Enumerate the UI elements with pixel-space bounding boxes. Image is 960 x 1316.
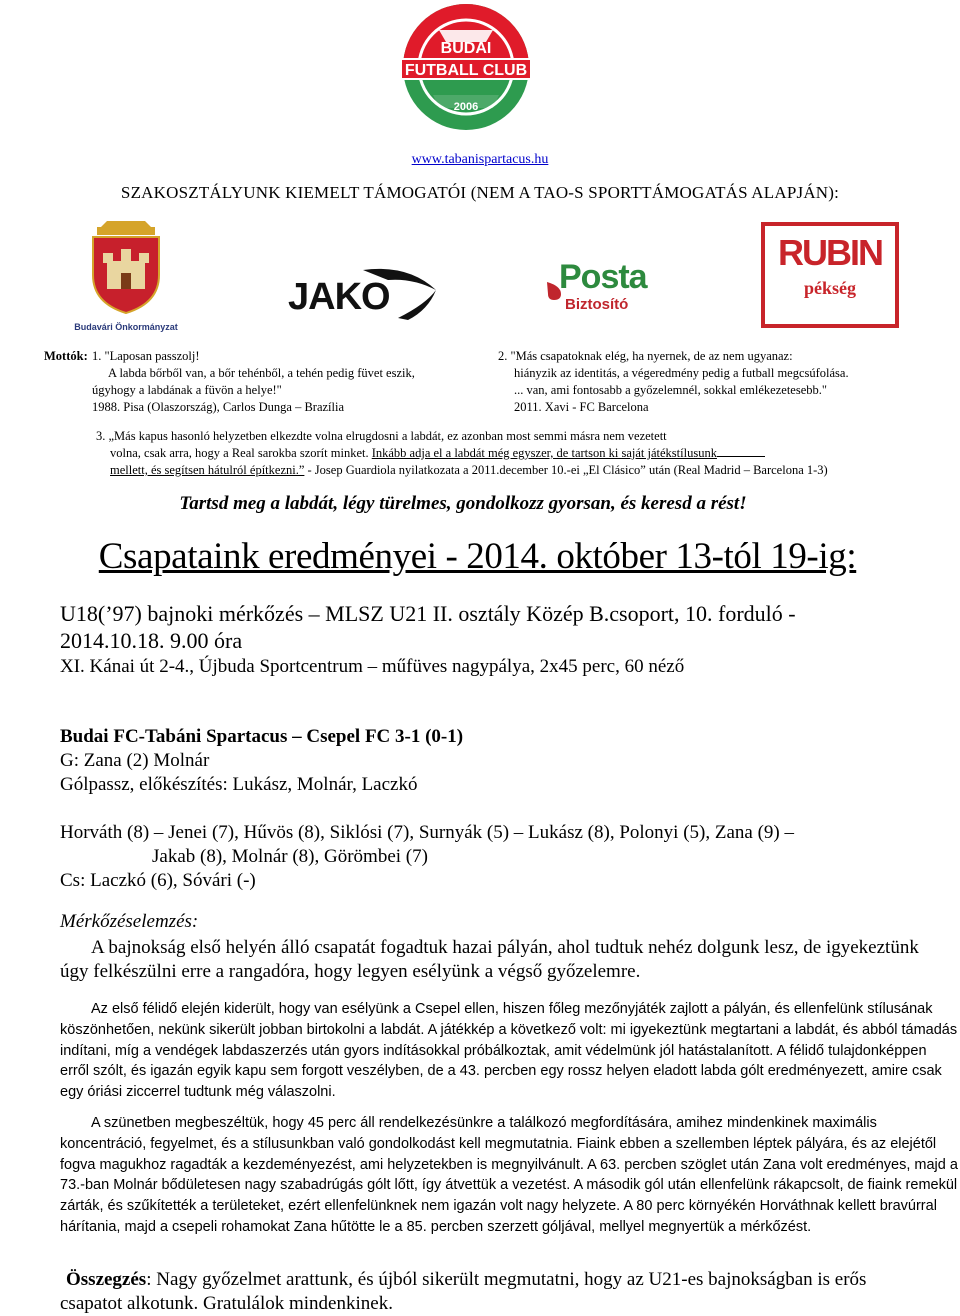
p1-line: erről szólt, és igazán egyik kapu sem forgott veszélyben, de a 43. percben egy rossz helyen eladott labda gólt eredményezett, amire csak [60, 1063, 942, 1080]
motto-2-line-1: 2. "Más csapatoknak elég, ha nyernek, de az nem ugyanaz: [498, 349, 793, 363]
p2-line: hárítania, majd a csepeli rohamokat Zana hűtötte le a 85. percben szerzett góljával, mellyel megnyertük a mérkőzést. [60, 1218, 812, 1235]
p1-line: indítani, míg a vendégek labdaszerzés után gyors indításokkal próbálkoztak, amit védelmünk jól hatástalanított. A félidő tulajdonképpen [60, 1042, 927, 1059]
match-info-line-3: XI. Kánai út 2-4., Újbuda Sportcentrum – műfüves nagypálya, 2x45 perc, 60 néző [60, 656, 685, 677]
substitutes: Cs: Laczkó (6), Sóvári (-) [60, 870, 256, 891]
motto-3-line-3a: mellett, és segítsen hátulról építkezni.” [110, 463, 305, 477]
assists: Gólpassz, előkészítés: Lukász, Molnár, Laczkó [60, 774, 418, 795]
motto-2-line-3: ... van, ami fontosabb a győzelemnél, sokkal emlékezetesebb." [514, 383, 827, 397]
goal-scorers: G: Zana (2) Molnár [60, 750, 210, 771]
p2-line: 73.-ban Molnár bődületesen nagy szabadrúgás gólt lőtt, így átvettük a vezetést. A második gól után ellenfelünk rákapcsolt, de fiaink remekül [60, 1177, 958, 1194]
analysis-heading: Mérkőzéselemzés: [60, 911, 199, 932]
analysis-paragraph-2 [60, 1113, 960, 1238]
analysis-intro-line-1: A bajnokság első helyén álló csapatát fogadtuk hazai pályán, ahol tudtuk nehéz dolgunk lesz, de igyekeztünk [91, 937, 919, 958]
jako-swoosh-icon [358, 260, 438, 320]
sponsor-rubin [761, 222, 899, 328]
motto-1-line-4: 1988. Pisa (Olaszország), Carlos Dunga – Brazília [92, 400, 345, 414]
sponsor-posta [545, 258, 653, 316]
match-result: Budai FC-Tabáni Spartacus – Csepel FC 3-1 (0-1) [60, 726, 464, 747]
lineup-line-2: Jakab (8), Molnár (8), Görömbei (7) [152, 846, 428, 867]
lineup-line-1: Horváth (8) – Jenei (7), Hűvös (8), Siklósi (7), Surnyák (5) – Lukász (8), Polonyi (5), Zana (9) – [60, 822, 794, 843]
summary-line-1: : Nagy győzelmet arattunk, és újból sikerült megmutatni, hogy az U21-es bajnokságban is erős [146, 1269, 867, 1290]
p1-line: egy óriási ziccerrel tudtunk még válaszolni. [60, 1084, 336, 1101]
underline-gap [717, 445, 765, 457]
mottos-label: Mottók: [44, 349, 88, 363]
motto-1-line-3: úgyhogy a labdának a füvön a helye!" [92, 383, 282, 397]
posta-word: Posta [559, 258, 647, 296]
jako-wordmark: JAKO [288, 276, 390, 318]
rubin-word: RUBIN [778, 232, 882, 273]
motto-3-line-3b: - Josep Guardiola nyilatkozata a 2011.december 10.-ei „El Clásico” után (Real Madrid – Barcelona 1-3) [304, 463, 828, 477]
logo-top-text: BUDAI [440, 40, 492, 57]
motto-3-line-2b: Inkább adja el a labdát még egyszer, de tartson ki saját játékstílusunk [371, 446, 717, 460]
p2-line: fogva magukhoz ragadták a kezdeményezést, ami helyzetekben is megnyilvánult. A 63. percben szöglet után Zana volt eredményes, majd a [60, 1156, 958, 1173]
budavar-caption: Budavári Önkormányzat [74, 322, 178, 332]
club-logo [381, 0, 551, 140]
p2-line: koncentráció, fegyelmet, és a stílusunkban való gondolkodást kell megmutatnia. Fiaink ebben a szellemben léptek pályára, és az elejétől [60, 1135, 937, 1152]
sponsor-jako [288, 260, 438, 320]
budai-fc-badge-icon [381, 0, 551, 140]
p1-line: Az első félidő elején kiderült, hogy van esélyünk a Csepel ellen, hiszen főleg mezőnyjáték zajlott a pályán, és ellenfelünk stílusának [91, 1001, 933, 1017]
motto-3-line-1: 3. „Más kapus hasonló helyzetben elkezdte volna elrugdosni a labdát, ez azonban most semmi másra nem vezetett [96, 429, 667, 443]
website-link[interactable]: www.tabanispartacus.hu [411, 152, 549, 167]
match-info-line-1: U18(’97) bajnoki mérkőzés – MLSZ U21 II. osztály Közép B.csoport, 10. forduló - [60, 601, 796, 626]
tagline: Tartsd meg a labdát, légy türelmes, gondolkozz gyorsan, és keresd a rést! [179, 493, 747, 514]
logo-year: 2006 [453, 101, 479, 113]
motto-1-line-1: 1. "Laposan passzolj! [92, 349, 200, 363]
match-info-line-2: 2014.10.18. 9.00 óra [60, 628, 243, 653]
results-title: Csapataink eredményei - 2014. október 13-tól 19-ig: [98, 536, 857, 577]
motto-2-line-4: 2011. Xavi - FC Barcelona [514, 400, 649, 414]
logo-main-text: FUTBALL CLUB [404, 62, 528, 79]
sponsor-budavar [63, 219, 189, 331]
summary-label: Összegzés [66, 1269, 147, 1290]
motto-1-line-2: A labda bőrből van, a bőr tehénből, a tehén pedig füvet eszik, [108, 366, 415, 380]
p2-line: zárták, és szűkítették a területeket, ezért ellenfelünknek nem igazán volt nagy helyzete. A 80 perc környékén Horváthnak kellett bravúrral [60, 1198, 937, 1215]
motto-2-line-2: hiányzik az identitás, a végeredmény pedig a futball megcsúfolása. [514, 366, 849, 380]
analysis-intro-line-2: úgy felkészülni erre a rangadóra, hogy legyen esélyünk a végső győzelemre. [60, 961, 641, 982]
p2-line: A szünetben megbeszéltük, hogy 45 perc áll rendelkezésünkre a találkozó megfordítására, amihez mindenkinek maximális [91, 1115, 877, 1131]
analysis-paragraph-1 [60, 999, 960, 1103]
sponsors-heading: SZAKOSZTÁLYUNK KIEMELT TÁMOGATÓI (NEM A TAO-S SPORTTÁMOGATÁS ALAPJÁN): [120, 183, 840, 202]
biztosito-word: Biztosító [565, 296, 629, 313]
pekseg-word: pékség [803, 278, 856, 298]
coat-of-arms-icon [63, 219, 189, 315]
p1-line: köszönhetően, nekünk sikerült jobban birtokolni a labdát. A játékkép a következő volt: mi igyekeztünk megtartani a labdát, és abból támadás [60, 1021, 958, 1038]
summary-line-2: csapatot alkotunk. Gratulálok mindenkinek. [60, 1293, 393, 1314]
motto-3-line-2a: volna, csak arra, hogy a Real sarokba szorít minket. [110, 446, 372, 460]
